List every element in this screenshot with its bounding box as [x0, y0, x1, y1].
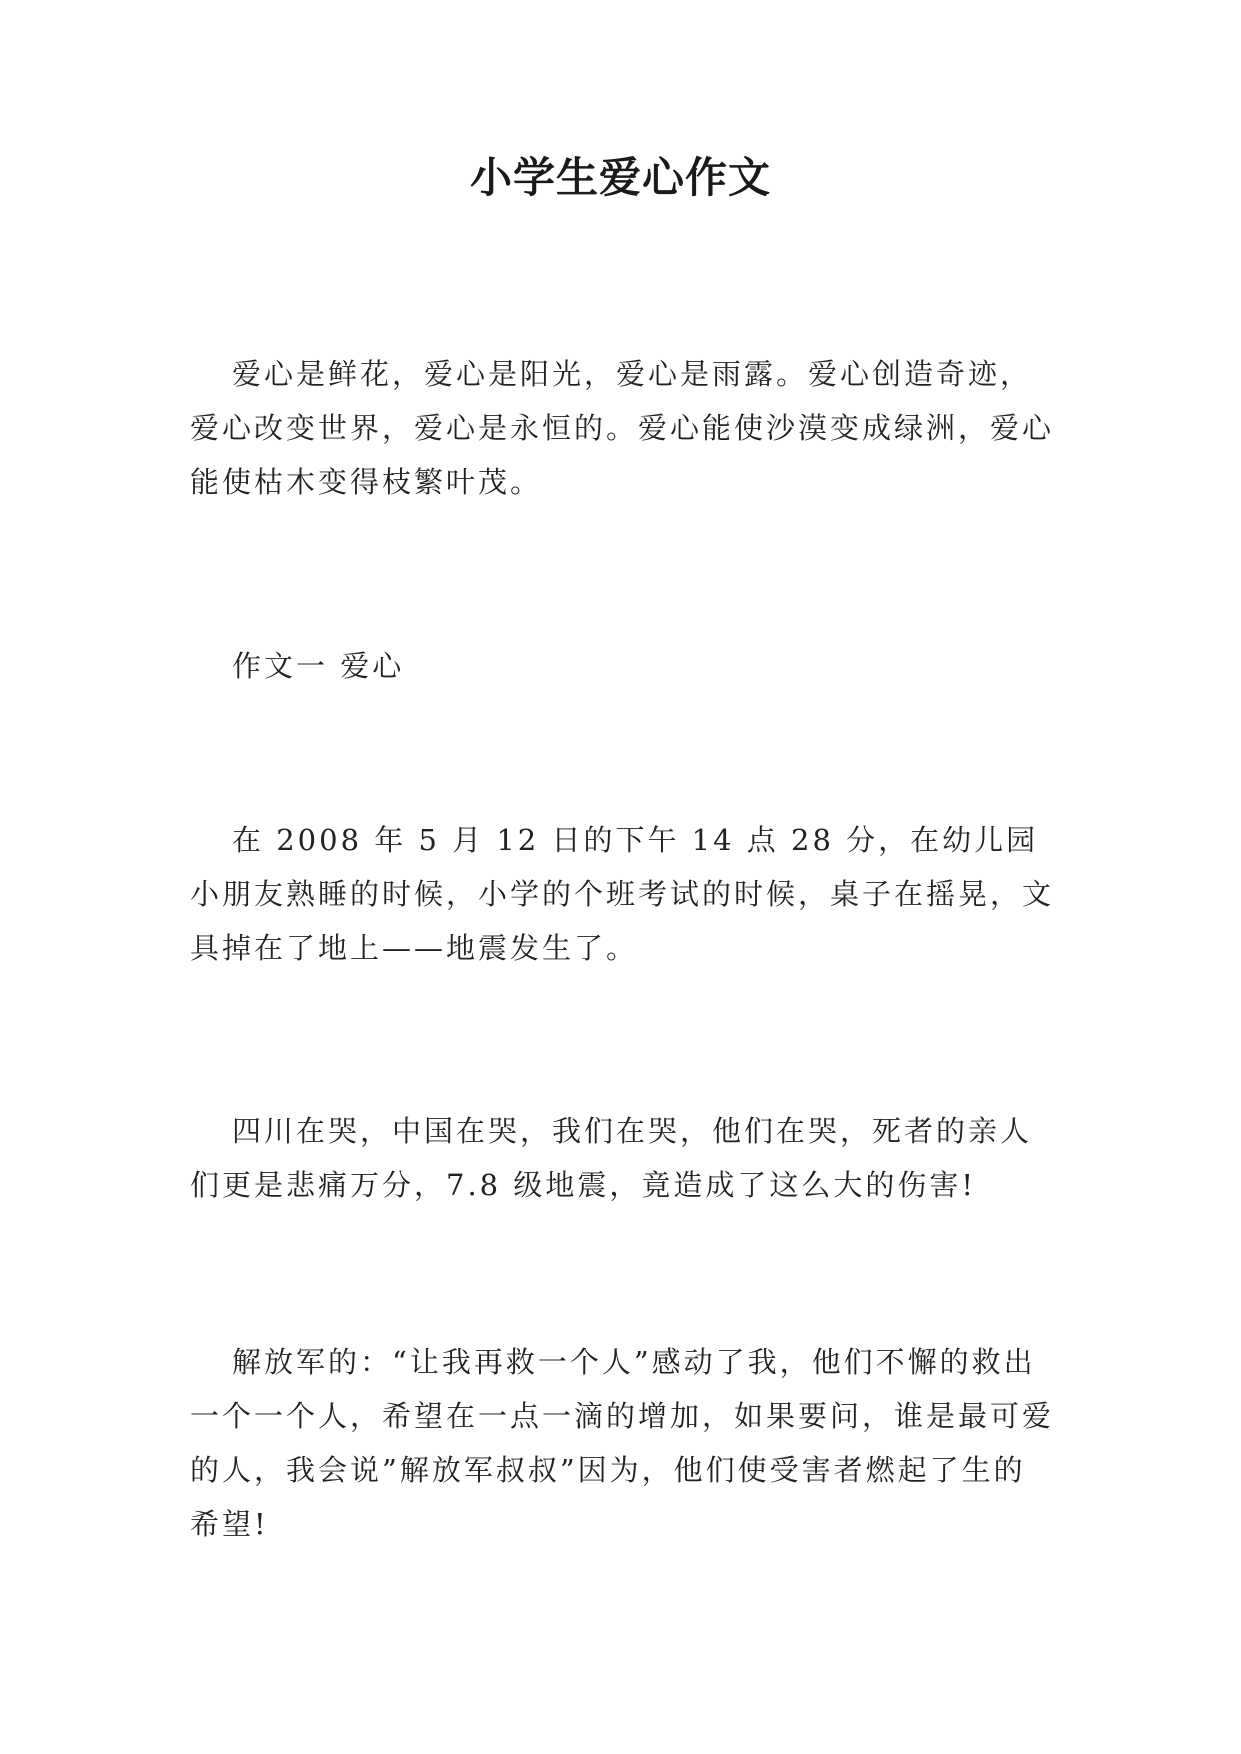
intro-paragraph: 爱心是鲜花，爱心是阳光，爱心是雨露。爱心创造奇迹，爱心改变世界，爱心是永恒的。爱心能使沙漠变成绿洲，爱心能使枯木变得枝繁叶茂。 [190, 357, 1055, 499]
section-heading: 作文一 爱心 [232, 649, 405, 683]
body-paragraph: 解放军的：“让我再救一个人”感动了我，他们不懈的救出一个一个人，希望在一点一滴的增加，如果要问，谁是最可爱的人，我会说”解放军叔叔”因为，他们使受害者燃起了生的希望! [190, 1345, 1055, 1541]
body-paragraph: 在 2008 年 5 月 12 日的下午 14 点 28 分，在幼儿园小朋友熟睡的时候，小学的个班考试的时候，桌子在摇晃，文具掉在了地上——地震发生了。 [190, 823, 1055, 965]
body-paragraph: 四川在哭，中国在哭，我们在哭，他们在哭，死者的亲人们更是悲痛万分，7.8 级地震，竟造成了这么大的伤害! [190, 1114, 1033, 1202]
document-title: 小学生爱心作文 [469, 153, 771, 202]
